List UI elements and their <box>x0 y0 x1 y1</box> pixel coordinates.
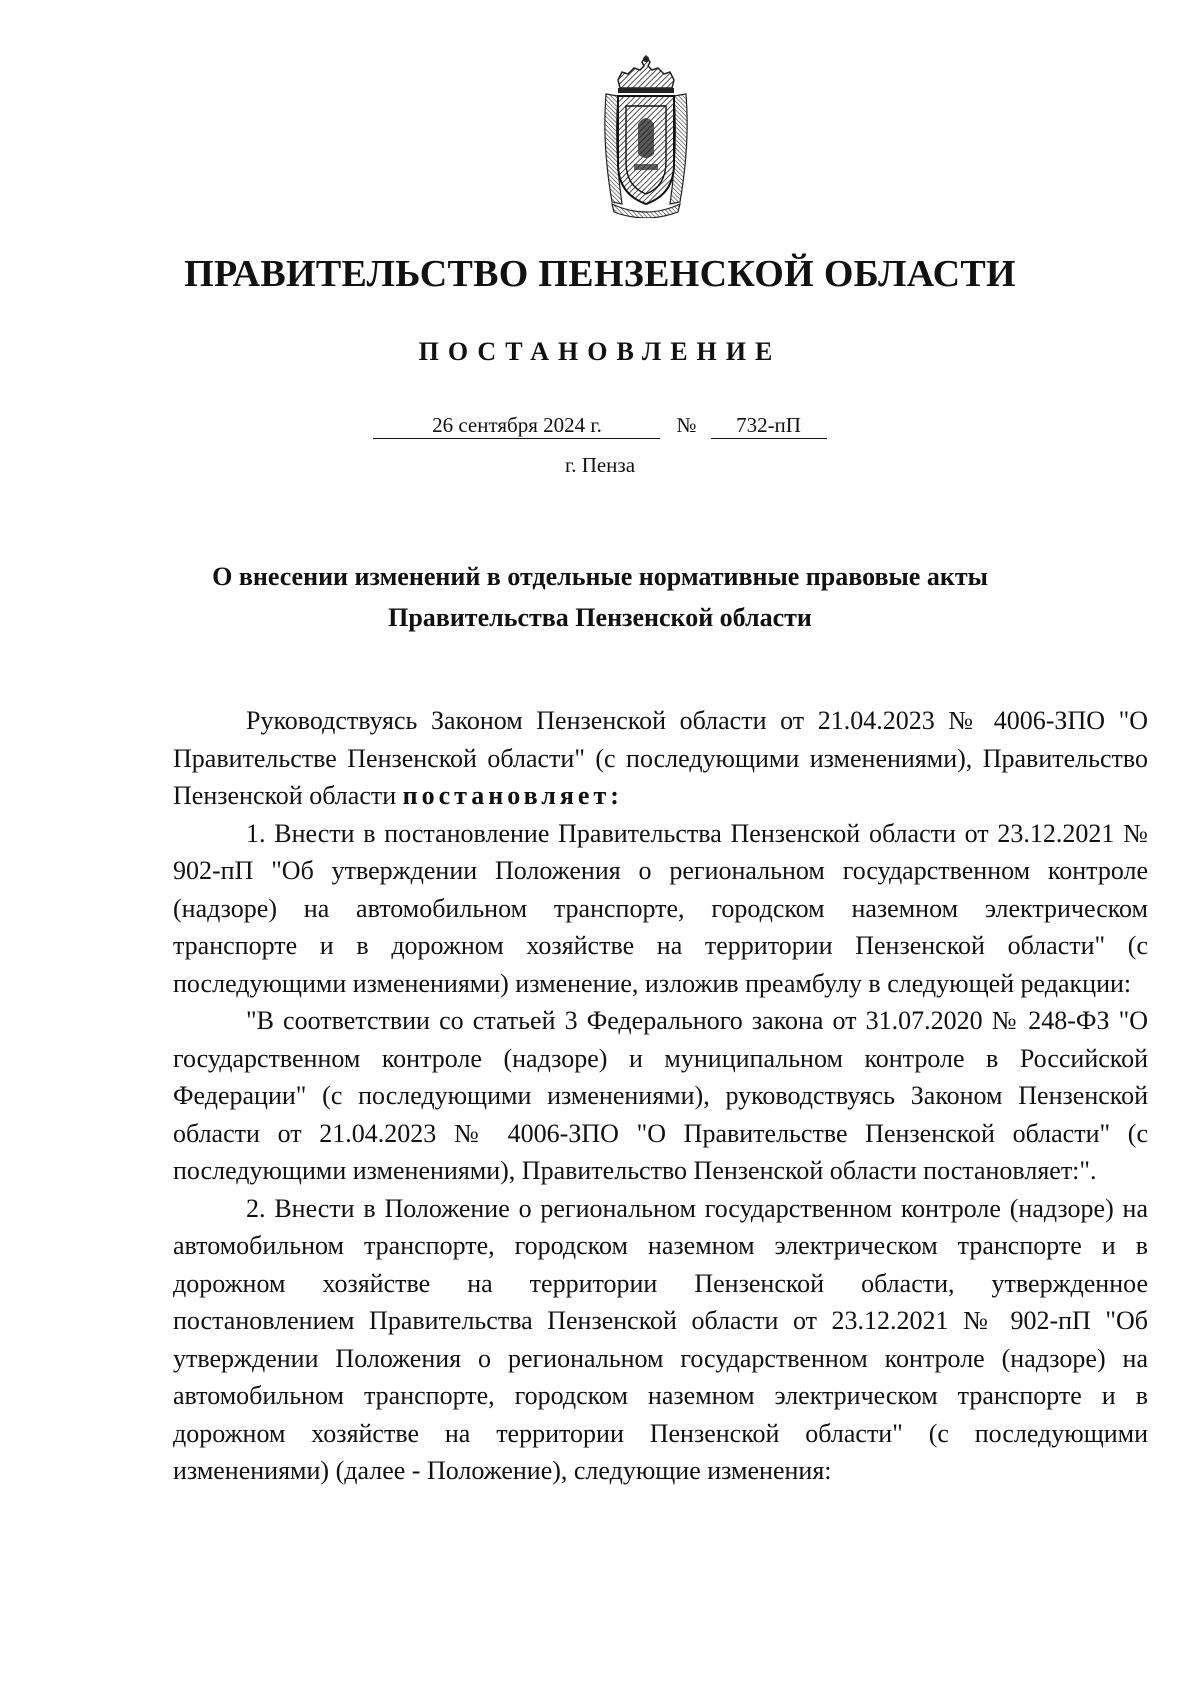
document-body <box>173 702 1148 1490</box>
paragraph-item-2: 2. Внести в Положение о региональном государственном контроле (надзоре) на автомобильном транспорте, городском наземном электрическом транспорте и в дорожном хозяйстве на территории Пензенской области, утвержденное постановлением Правительства Пензенской области от 23.12.2021 № 902-пП "Об утверждении Положения о региональном государственном контроле (надзоре) на автомобильном транспорте, городском наземном электрическом транспорте и в дорожном хозяйстве на территории Пензенской области" (с последующими изменениями) (далее - Положение), следующие изменения: <box>173 1193 1148 1485</box>
paragraph-item-1: 1. Внести в постановление Правительства Пензенской области от 23.12.2021 № 902-пП "Об утверждении Положения о региональном государственном контроле (надзоре) на автомобильном транспорте, городском наземном электрическом транспорте и в дорожном хозяйстве на территории Пензенской области" (с последующими изменениями) изменение, изложив преамбулу в следующей редакции: <box>173 818 1148 998</box>
date-number-line <box>0 412 1200 439</box>
city: г. Пенза <box>564 453 636 477</box>
decree-word: постановляет: <box>402 781 623 810</box>
paragraph-preamble <box>173 702 1148 815</box>
organization-title: ПРАВИТЕЛЬСТВО ПЕНЗЕНСКОЙ ОБЛАСТИ <box>184 253 1016 295</box>
coat-of-arms-icon <box>598 54 694 218</box>
document-date: 26 сентября 2024 г. <box>373 412 660 439</box>
paragraph-new-preamble: "В соответствии со статьей 3 Федерального закона от 31.07.2020 № 248-ФЗ "О государственном контроле (надзоре) и муниципальном контроле в Российской Федерации" (с последующими изменениями), руководствуясь Законом Пензенской области от 21.04.2023 № 4006-ЗПО "О Правительстве Пензенской области" (с последующими изменениями), Правительство Пензенской области постановляет:". <box>173 1006 1148 1185</box>
document-subject <box>0 556 1200 638</box>
document-number: 732-пП <box>711 412 827 439</box>
number-sign: № <box>676 413 697 437</box>
document-type: ПОСТАНОВЛЕНИЕ <box>418 337 782 366</box>
subject-line-1: О внесении изменений в отдельные нормативные правовые акты <box>212 562 988 591</box>
subject-line-2: Правительства Пензенской области <box>388 603 812 632</box>
preamble-text: Руководствуясь Законом Пензенской области от 21.04.2023 № 4006-ЗПО "О Правительстве Пензенской области" (с последующими изменениями), Правительство Пензенской области <box>173 706 1148 810</box>
